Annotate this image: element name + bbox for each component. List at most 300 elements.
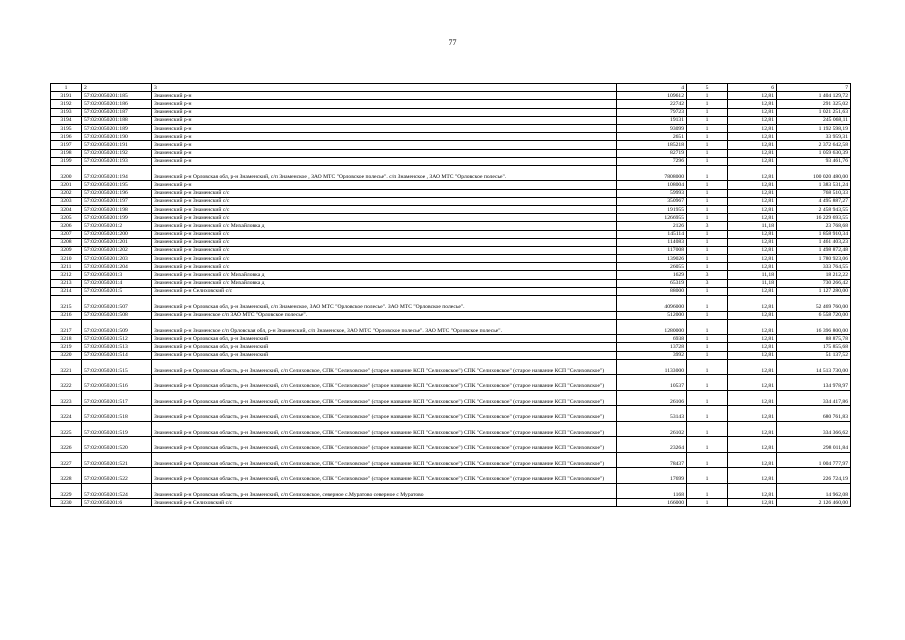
category-cell: 1 — [687, 421, 728, 437]
area-cell: 26102 — [617, 421, 687, 437]
rate-cell: 12,81 — [728, 311, 777, 319]
value-cell: 1 498 872,48 — [777, 246, 851, 254]
value-cell: 1 004 777,97 — [777, 452, 851, 468]
rate-cell: 12,81 — [728, 319, 777, 335]
table-row — [51, 124, 851, 132]
row-number-cell: 3199 — [51, 157, 82, 165]
address-cell: Знаменский р-н Орловская обл, р-н Знаменский — [152, 351, 617, 359]
address-cell: Знаменский р-н Орловская обл, р-н Знаменский — [152, 343, 617, 351]
table-row — [51, 421, 851, 437]
value-cell: 134 978,97 — [777, 375, 851, 391]
row-number-cell: 3216 — [51, 311, 82, 319]
address-cell: Знаменский р-н Знаменский с/с — [152, 230, 617, 238]
category-cell: 1 — [687, 189, 728, 197]
rate-cell: 12,81 — [728, 287, 777, 295]
table-row — [51, 149, 851, 157]
row-number-cell: 3217 — [51, 319, 82, 335]
table-row — [51, 483, 851, 499]
category-cell: 1 — [687, 437, 728, 453]
row-number-cell: 3192 — [51, 100, 82, 108]
header-cell: 4 — [617, 84, 687, 92]
table-row — [51, 108, 851, 116]
cadastral-number-cell: 57:02:0050201:193 — [82, 157, 152, 165]
cadastral-number-cell: 57:02:0050201:187 — [82, 108, 152, 116]
address-cell: Знаменский р-н Знаменский с/с Михайловка д — [152, 279, 617, 287]
rate-cell: 12,81 — [728, 92, 777, 100]
area-cell: 2651 — [617, 133, 687, 141]
area-cell: 1629 — [617, 271, 687, 279]
area-cell: 145114 — [617, 230, 687, 238]
category-cell: 1 — [687, 92, 728, 100]
category-cell: 1 — [687, 452, 728, 468]
value-cell: 226 724,19 — [777, 468, 851, 484]
category-cell: 1 — [687, 359, 728, 375]
row-number-cell: 3207 — [51, 230, 82, 238]
area-cell: 185218 — [617, 141, 687, 149]
row-number-cell: 3197 — [51, 141, 82, 149]
cadastral-number-cell: 57:02:0050201:6 — [82, 499, 152, 507]
category-cell: 1 — [687, 165, 728, 181]
value-cell: 14 962,08 — [777, 483, 851, 499]
table-row — [51, 116, 851, 124]
table-row — [51, 279, 851, 287]
row-number-cell: 3225 — [51, 421, 82, 437]
cadastral-number-cell: 57:02:0050201:194 — [82, 165, 152, 181]
rate-cell: 12,81 — [728, 141, 777, 149]
rate-cell: 12,81 — [728, 483, 777, 499]
value-cell: 680 761,83 — [777, 406, 851, 422]
value-cell: 33 959,31 — [777, 133, 851, 141]
address-cell: Знаменский р-н — [152, 141, 617, 149]
area-cell: 512000 — [617, 311, 687, 319]
area-cell: 1133000 — [617, 359, 687, 375]
row-number-cell: 3200 — [51, 165, 82, 181]
rate-cell: 12,81 — [728, 157, 777, 165]
rate-cell: 12,81 — [728, 375, 777, 391]
rate-cell: 12,81 — [728, 205, 777, 213]
value-cell: 291 325,02 — [777, 100, 851, 108]
rate-cell: 12,81 — [728, 246, 777, 254]
category-cell: 1 — [687, 141, 728, 149]
row-number-cell: 3201 — [51, 181, 82, 189]
category-cell: 1 — [687, 343, 728, 351]
value-cell: 23 768,68 — [777, 222, 851, 230]
category-cell: 1 — [687, 238, 728, 246]
area-cell: 1280000 — [617, 319, 687, 335]
area-cell: 6938 — [617, 335, 687, 343]
category-cell: 1 — [687, 468, 728, 484]
table-row — [51, 287, 851, 295]
address-cell: Знаменский р-н Знаменский с/с Михайловка д — [152, 271, 617, 279]
table-row — [51, 319, 851, 335]
category-cell: 3 — [687, 222, 728, 230]
rate-cell: 12,81 — [728, 421, 777, 437]
cadastral-number-cell: 57:02:0050201:186 — [82, 100, 152, 108]
value-cell: 334 366,62 — [777, 421, 851, 437]
rate-cell: 12,81 — [728, 499, 777, 507]
category-cell: 1 — [687, 351, 728, 359]
table-row — [51, 452, 851, 468]
category-cell: 1 — [687, 483, 728, 499]
value-cell: 1 461 403,23 — [777, 238, 851, 246]
cadastral-number-cell: 57:02:0050201:521 — [82, 452, 152, 468]
rate-cell: 12,81 — [728, 335, 777, 343]
cadastral-number-cell: 57:02:0050201:191 — [82, 141, 152, 149]
category-cell: 1 — [687, 287, 728, 295]
area-cell: 79723 — [617, 108, 687, 116]
address-cell: Знаменский р-н Орловская область, р-н Знаменский, с/п Селиховское, СПК "Селиховское" (старое название КСП "Селиховское") СПК "Селиховское" (старое название КСП "Селиховское") — [152, 375, 617, 391]
category-cell: 1 — [687, 335, 728, 343]
address-cell: Знаменский р-н Орловская область, р-н Знаменский, с/п Селиховское, СПК "Селиховское" (старое название КСП "Селиховское") СПК "Селиховское" (старое название КСП "Селиховское") — [152, 359, 617, 375]
area-cell: 166000 — [617, 499, 687, 507]
address-cell: Знаменский р-н — [152, 116, 617, 124]
category-cell: 1 — [687, 263, 728, 271]
table-row — [51, 92, 851, 100]
address-cell: Знаменский р-н Селиховский с/с — [152, 287, 617, 295]
rate-cell: 12,81 — [728, 197, 777, 205]
table-row — [51, 351, 851, 359]
area-cell: 93099 — [617, 124, 687, 132]
value-cell: 245 068,11 — [777, 116, 851, 124]
header-cell: 7 — [777, 84, 851, 92]
table-row — [51, 468, 851, 484]
cadastral-number-cell: 57:02:0050201:5 — [82, 287, 152, 295]
table-row — [51, 246, 851, 254]
rate-cell: 12,81 — [728, 437, 777, 453]
rate-cell: 12,81 — [728, 116, 777, 124]
table-row — [51, 181, 851, 189]
cadastral-number-cell: 57:02:0050201:512 — [82, 335, 152, 343]
address-cell: Знаменский р-н — [152, 100, 617, 108]
rate-cell: 11,18 — [728, 222, 777, 230]
cadastral-number-cell: 57:02:0050201:199 — [82, 214, 152, 222]
rate-cell: 12,81 — [728, 343, 777, 351]
table-row — [51, 189, 851, 197]
category-cell: 3 — [687, 271, 728, 279]
rate-cell: 12,81 — [728, 189, 777, 197]
row-number-cell: 3208 — [51, 238, 82, 246]
cadastral-number-cell: 57:02:0050201:518 — [82, 406, 152, 422]
area-cell: 117008 — [617, 246, 687, 254]
address-cell: Знаменский р-н — [152, 92, 617, 100]
table-row — [51, 390, 851, 406]
value-cell: 1 858 910,34 — [777, 230, 851, 238]
cadastral-number-cell: 57:02:0050201:517 — [82, 390, 152, 406]
table-row — [51, 238, 851, 246]
value-cell: 175 855,68 — [777, 343, 851, 351]
row-number-cell: 3223 — [51, 390, 82, 406]
area-cell: 139026 — [617, 255, 687, 263]
area-cell: 78437 — [617, 452, 687, 468]
cadastral-number-cell: 57:02:0050201:188 — [82, 116, 152, 124]
cadastral-number-cell: 57:02:0050201:2 — [82, 222, 152, 230]
table-row — [51, 499, 851, 507]
rate-cell: 12,81 — [728, 238, 777, 246]
cadastral-number-cell: 57:02:0050201:196 — [82, 189, 152, 197]
address-cell: Знаменский р-н Знаменский с/с — [152, 197, 617, 205]
table-row — [51, 311, 851, 319]
row-number-cell: 3221 — [51, 359, 82, 375]
table-row — [51, 335, 851, 343]
value-cell: 1 383 531,24 — [777, 181, 851, 189]
area-cell: 350967 — [617, 197, 687, 205]
value-cell: 1 780 923,06 — [777, 255, 851, 263]
row-number-cell: 3218 — [51, 335, 82, 343]
row-number-cell: 3198 — [51, 149, 82, 157]
cadastral-number-cell: 57:02:0050201:513 — [82, 343, 152, 351]
table-row — [51, 343, 851, 351]
cadastral-number-cell: 57:02:0050201:524 — [82, 483, 152, 499]
category-cell: 1 — [687, 133, 728, 141]
row-number-cell: 3212 — [51, 271, 82, 279]
address-cell: Знаменский р-н — [152, 149, 617, 157]
rate-cell: 12,81 — [728, 452, 777, 468]
table-row — [51, 205, 851, 213]
table-row — [51, 230, 851, 238]
value-cell: 1 059 630,39 — [777, 149, 851, 157]
table-row — [51, 214, 851, 222]
area-cell: 59993 — [617, 189, 687, 197]
address-cell: Знаменский р-н Орловская область, р-н Знаменский, с/п Селиховское, СПК "Селиховское" (старое название КСП "Селиховское") СПК "Селиховское" (старое название КСП "Селиховское") — [152, 406, 617, 422]
value-cell: 93 461,76 — [777, 157, 851, 165]
category-cell: 1 — [687, 246, 728, 254]
row-number-cell: 3220 — [51, 351, 82, 359]
cadastral-number-cell: 57:02:0050201:195 — [82, 181, 152, 189]
category-cell: 1 — [687, 375, 728, 391]
value-cell: 100 020 480,00 — [777, 165, 851, 181]
row-number-cell: 3204 — [51, 205, 82, 213]
cadastral-number-cell: 57:02:0050201:192 — [82, 149, 152, 157]
category-cell: 1 — [687, 390, 728, 406]
address-cell: Знаменский р-н Орловская область, р-н Знаменский, с/п Селиховское, СПК "Селиховское" (старое название КСП "Селиховское") СПК "Селиховское" (старое название КСП "Селиховское") — [152, 468, 617, 484]
header-cell: 5 — [687, 84, 728, 92]
address-cell: Знаменский р-н Орловская обл, р-н Знаменский, с/п Знаменское, ЗАО МТС "Орловское полесье". ЗАО МТС "Орловское полесье". — [152, 296, 617, 312]
address-cell: Знаменский р-н — [152, 124, 617, 132]
value-cell: 18 212,22 — [777, 271, 851, 279]
address-cell: Знаменский р-н Орловская область, р-н Знаменский, с/п Селиховское, СПК "Селиховское" (старое название КСП "Селиховское") СПК "Селиховское" (старое название КСП "Селиховское") — [152, 437, 617, 453]
cadastral-number-cell: 57:02:0050201:201 — [82, 238, 152, 246]
value-cell: 1 021 251,63 — [777, 108, 851, 116]
rate-cell: 12,81 — [728, 296, 777, 312]
address-cell: Знаменский р-н Знаменское с/п ЗАО МТС "Орловское полесье". — [152, 311, 617, 319]
category-cell: 1 — [687, 149, 728, 157]
category-cell: 1 — [687, 181, 728, 189]
category-cell: 1 — [687, 100, 728, 108]
cadastral-number-cell: 57:02:0050201:203 — [82, 255, 152, 263]
rate-cell: 12,81 — [728, 230, 777, 238]
value-cell: 14 513 730,00 — [777, 359, 851, 375]
category-cell: 1 — [687, 157, 728, 165]
category-cell: 1 — [687, 230, 728, 238]
address-cell: Знаменский р-н Знаменский с/с — [152, 263, 617, 271]
row-number-cell: 3202 — [51, 189, 82, 197]
table-row — [51, 437, 851, 453]
value-cell: 334 417,86 — [777, 390, 851, 406]
rate-cell: 11,18 — [728, 279, 777, 287]
row-number-cell: 3230 — [51, 499, 82, 507]
cadastral-number-cell: 57:02:0050201:185 — [82, 92, 152, 100]
cadastral-table — [50, 83, 851, 507]
row-number-cell: 3222 — [51, 375, 82, 391]
area-cell: 23264 — [617, 437, 687, 453]
table-row — [51, 100, 851, 108]
area-cell: 65319 — [617, 279, 687, 287]
rate-cell: 12,81 — [728, 263, 777, 271]
address-cell: Знаменский р-н Знаменский с/с — [152, 189, 617, 197]
row-number-cell: 3193 — [51, 108, 82, 116]
category-cell: 1 — [687, 124, 728, 132]
page-number: 77 — [448, 38, 457, 47]
address-cell: Знаменский р-н Знаменский с/с — [152, 205, 617, 213]
cadastral-number-cell: 57:02:0050201:200 — [82, 230, 152, 238]
area-cell: 26055 — [617, 263, 687, 271]
address-cell: Знаменский р-н — [152, 181, 617, 189]
row-number-cell: 3196 — [51, 133, 82, 141]
area-cell: 2126 — [617, 222, 687, 230]
cadastral-number-cell: 57:02:0050201:4 — [82, 279, 152, 287]
category-cell: 1 — [687, 108, 728, 116]
value-cell: 768 510,33 — [777, 189, 851, 197]
category-cell: 1 — [687, 311, 728, 319]
row-number-cell: 3226 — [51, 437, 82, 453]
table-row — [51, 375, 851, 391]
row-number-cell: 3229 — [51, 483, 82, 499]
area-cell: 114083 — [617, 238, 687, 246]
value-cell: 1 127 280,00 — [777, 287, 851, 295]
rate-cell: 12,81 — [728, 149, 777, 157]
cadastral-number-cell: 57:02:0050201:519 — [82, 421, 152, 437]
table-row — [51, 165, 851, 181]
value-cell: 333 764,55 — [777, 263, 851, 271]
address-cell: Знаменский р-н Знаменский с/с — [152, 238, 617, 246]
cadastral-number-cell: 57:02:0050201:509 — [82, 319, 152, 335]
rate-cell: 12,81 — [728, 406, 777, 422]
table-row — [51, 271, 851, 279]
category-cell: 1 — [687, 116, 728, 124]
rate-cell: 12,81 — [728, 100, 777, 108]
address-cell: Знаменский р-н Орловская область, р-н Знаменский, с/п Селиховское, северное с.Муратово северное с Муратово — [152, 483, 617, 499]
address-cell: Знаменский р-н Знаменский с/с — [152, 246, 617, 254]
address-cell: Знаменский р-н Знаменский с/с Михайловка д — [152, 222, 617, 230]
table-header-row — [51, 84, 851, 92]
address-cell: Знаменский р-н — [152, 108, 617, 116]
category-cell: 3 — [687, 279, 728, 287]
cadastral-number-cell: 57:02:0050201:515 — [82, 359, 152, 375]
row-number-cell: 3206 — [51, 222, 82, 230]
category-cell: 1 — [687, 255, 728, 263]
value-cell: 2 458 943,55 — [777, 205, 851, 213]
cadastral-number-cell: 57:02:0050201:202 — [82, 246, 152, 254]
address-cell: Знаменский р-н Орловская область, р-н Знаменский, с/п Селиховское, СПК "Селиховское" (старое название КСП "Селиховское") СПК "Селиховское" (старое название КСП "Селиховское") — [152, 452, 617, 468]
area-cell: 82719 — [617, 149, 687, 157]
address-cell: Знаменский р-н Знаменское с/п Орловская обл, р-н Знаменский, с/п Знаменское, ЗАО МТС "Орловское полесье". ЗАО МТС "Орловское полесье". — [152, 319, 617, 335]
cadastral-number-cell: 57:02:0050201:3 — [82, 271, 152, 279]
value-cell: 298 011,84 — [777, 437, 851, 453]
area-cell: 7296 — [617, 157, 687, 165]
area-cell: 17699 — [617, 468, 687, 484]
cadastral-number-cell: 57:02:0050201:189 — [82, 124, 152, 132]
row-number-cell: 3215 — [51, 296, 82, 312]
area-cell: 53143 — [617, 406, 687, 422]
category-cell: 1 — [687, 296, 728, 312]
area-cell: 191955 — [617, 205, 687, 213]
value-cell: 51 137,52 — [777, 351, 851, 359]
header-cell: 3 — [152, 84, 617, 92]
address-cell: Знаменский р-н Знаменский с/с — [152, 255, 617, 263]
row-number-cell: 3219 — [51, 343, 82, 351]
table-row — [51, 133, 851, 141]
header-cell: 6 — [728, 84, 777, 92]
area-cell: 10537 — [617, 375, 687, 391]
cadastral-number-cell: 57:02:0050201:507 — [82, 296, 152, 312]
cadastral-number-cell: 57:02:0050201:516 — [82, 375, 152, 391]
row-number-cell: 3224 — [51, 406, 82, 422]
value-cell: 6 558 720,00 — [777, 311, 851, 319]
row-number-cell: 3228 — [51, 468, 82, 484]
cadastral-number-cell: 57:02:0050201:508 — [82, 311, 152, 319]
address-cell: Знаменский р-н Селиховский с/с — [152, 499, 617, 507]
table-row — [51, 406, 851, 422]
value-cell: 4 495 887,27 — [777, 197, 851, 205]
header-cell: 1 — [51, 84, 82, 92]
value-cell: 1 404 129,72 — [777, 92, 851, 100]
table-row — [51, 263, 851, 271]
rate-cell: 12,81 — [728, 390, 777, 406]
area-cell: 1168 — [617, 483, 687, 499]
rate-cell: 12,81 — [728, 468, 777, 484]
area-cell: 7808000 — [617, 165, 687, 181]
cadastral-number-cell: 57:02:0050201:198 — [82, 205, 152, 213]
rate-cell: 12,81 — [728, 124, 777, 132]
header-cell: 2 — [82, 84, 152, 92]
address-cell: Знаменский р-н Орловская область, р-н Знаменский, с/п Селиховское, СПК "Селиховское" (старое название КСП "Селиховское") СПК "Селиховское" (старое название КСП "Селиховское") — [152, 421, 617, 437]
table-row — [51, 197, 851, 205]
area-cell: 4096000 — [617, 296, 687, 312]
table-row — [51, 255, 851, 263]
value-cell: 16 229 693,55 — [777, 214, 851, 222]
area-cell: 88000 — [617, 287, 687, 295]
category-cell: 1 — [687, 205, 728, 213]
cadastral-number-cell: 57:02:0050201:522 — [82, 468, 152, 484]
address-cell: Знаменский р-н Знаменский с/с — [152, 214, 617, 222]
rate-cell: 12,81 — [728, 181, 777, 189]
area-cell: 13728 — [617, 343, 687, 351]
rate-cell: 12,81 — [728, 351, 777, 359]
row-number-cell: 3195 — [51, 124, 82, 132]
value-cell: 2 372 642,58 — [777, 141, 851, 149]
area-cell: 26106 — [617, 390, 687, 406]
row-number-cell: 3227 — [51, 452, 82, 468]
row-number-cell: 3205 — [51, 214, 82, 222]
area-cell: 22742 — [617, 100, 687, 108]
rate-cell: 12,81 — [728, 214, 777, 222]
address-cell: Знаменский р-н — [152, 133, 617, 141]
table-row — [51, 296, 851, 312]
row-number-cell: 3213 — [51, 279, 82, 287]
value-cell: 730 266,42 — [777, 279, 851, 287]
area-cell: 3992 — [617, 351, 687, 359]
cadastral-number-cell: 57:02:0050201:190 — [82, 133, 152, 141]
category-cell: 1 — [687, 499, 728, 507]
value-cell: 2 126 460,00 — [777, 499, 851, 507]
row-number-cell: 3203 — [51, 197, 82, 205]
category-cell: 1 — [687, 406, 728, 422]
table-body — [51, 92, 851, 507]
value-cell: 88 875,78 — [777, 335, 851, 343]
row-number-cell: 3210 — [51, 255, 82, 263]
category-cell: 1 — [687, 197, 728, 205]
area-cell: 1266955 — [617, 214, 687, 222]
